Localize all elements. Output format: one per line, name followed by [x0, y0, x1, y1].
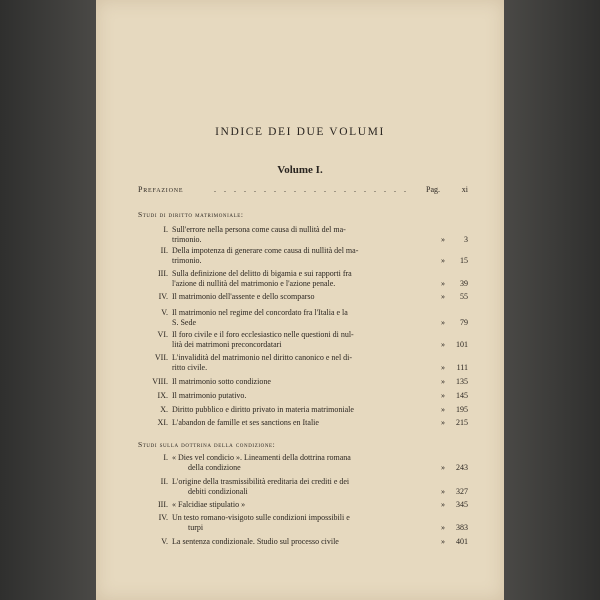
page-title: INDICE DEI DUE VOLUMI	[215, 126, 385, 138]
left-background	[0, 0, 96, 600]
section-heading-matrimoniale: Studi di diritto matrimoniale:	[138, 210, 244, 219]
prefazione-pag-label: Pag.	[426, 185, 440, 194]
volume-heading: Volume I.	[277, 164, 323, 176]
prefazione-label: Prefazione	[138, 185, 184, 194]
book-page: INDICE DEI DUE VOLUMI Volume I. Prefazione . . . . . . . . . . . . . . . . . . . . Pag. xi Studi di diritto matrimoniale: I. Sull'errore nella persona come causa di nullità del ma- trimonio. » 3 II. Della impotenza di generare come causa di nullità del ma- trimonio. » 15 III. Sulla definizione del delitto di bigamia e sui rapporti fra l'azione di nullità del matrimonio e l'azione penale. » 39 IV. Il matrimonio dell'assente e dello scomparso » 55 V. Il matrimonio nel regime del concordato fra l'Italia e la S. Sede » 79 VI. Il foro civile e il foro ecclesiastico nelle questioni di nul- lità dei matrimoni preconcordatari » 101 VII. L'invalidità del matrimonio nel diritto canonico e nel di- ritto civile. » 111 VIII. Il matrimonio sotto condizione » 135 IX. Il matrimonio putativo. » 145 X. Diritto pubblico e diritto privato in materia matrimoniale » 195 XI. L'abandon de famille et ses sanctions en Italie » 215 Studi sulla dottrina della condizione: I. « Dies vel condicio ». Lineamenti della dottrina romana della condizione » 243 II. L'origine della trasmissibilità ereditaria dei crediti e dei debiti condizionali » 327 III. « Falcidiae stipulatio » » 345 IV. Un testo romano-visigoto sulle condizioni impossibili e turpi » 383 V. La sentenza condizionale. Studio sul processo civile » 401	[96, 0, 504, 600]
prefazione-dots: . . . . . . . . . . . . . . . . . . . .	[214, 185, 409, 194]
prefazione-page: xi	[461, 185, 468, 194]
section-heading-condizione: Studi sulla dottrina della condizione:	[138, 440, 276, 449]
right-background	[504, 0, 600, 600]
prefazione-row	[138, 185, 468, 194]
